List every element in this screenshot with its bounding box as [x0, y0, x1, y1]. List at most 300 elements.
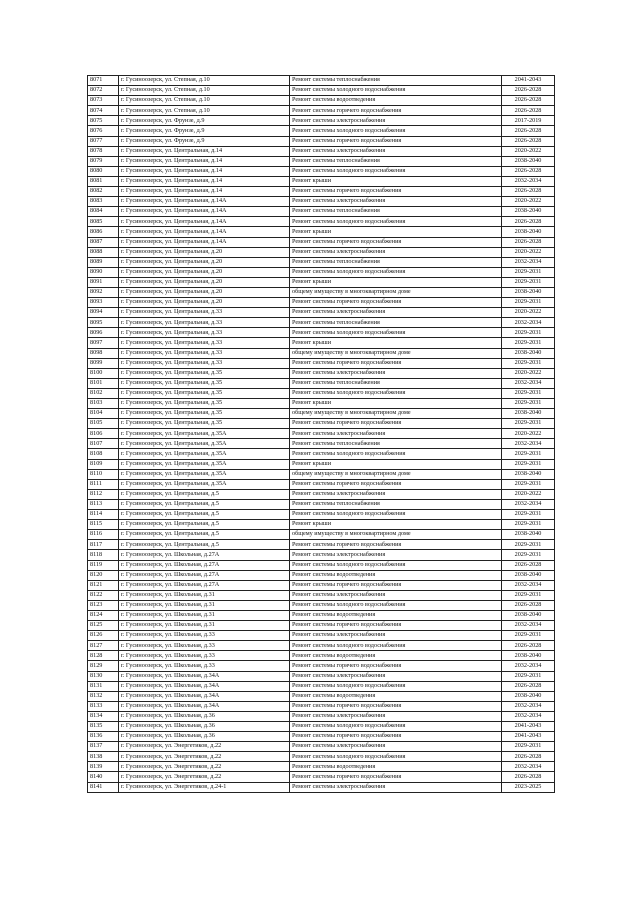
work-type-cell: Ремонт системы горячего водоснабжения: [290, 298, 502, 308]
address-cell: г. Гусиноозерск, ул. Школьная, д.33: [119, 651, 290, 661]
row-number: 8095: [88, 318, 119, 328]
row-number: 8093: [88, 298, 119, 308]
work-type-cell: Ремонт системы электроснабжения: [290, 711, 502, 721]
work-type-cell: Ремонт системы электроснабжения: [290, 146, 502, 156]
work-type-cell: Ремонт системы электроснабжения: [290, 429, 502, 439]
row-number: 8115: [88, 520, 119, 530]
row-number: 8106: [88, 429, 119, 439]
row-number: 8132: [88, 691, 119, 701]
address-cell: г. Гусиноозерск, ул. Центральная, д.5: [119, 489, 290, 499]
address-cell: г. Гусиноозерск, ул. Центральная, д.14: [119, 156, 290, 166]
address-cell: г. Гусиноозерск, ул. Школьная, д.31: [119, 590, 290, 600]
row-number: 8099: [88, 358, 119, 368]
address-cell: г. Гусиноозерск, ул. Фрунзе, д.9: [119, 116, 290, 126]
period-cell: 2029-2031: [502, 298, 555, 308]
address-cell: г. Гусиноозерск, ул. Школьная, д.36: [119, 732, 290, 742]
row-number: 8136: [88, 732, 119, 742]
table-row: [88, 156, 555, 166]
address-cell: г. Гусиноозерск, ул. Центральная, д.20: [119, 277, 290, 287]
period-cell: 2032-2034: [502, 580, 555, 590]
period-cell: 2032-2034: [502, 439, 555, 449]
table-row: [88, 409, 555, 419]
repair-schedule-table: [87, 75, 555, 793]
work-type-cell: Ремонт системы теплоснабжения: [290, 207, 502, 217]
period-cell: 2032-2034: [502, 661, 555, 671]
period-cell: 2020-2022: [502, 489, 555, 499]
period-cell: 2029-2031: [502, 479, 555, 489]
table-row: [88, 399, 555, 409]
address-cell: г. Гусиноозерск, ул. Энергетиков, д.22: [119, 762, 290, 772]
work-type-cell: Ремонт крыши: [290, 227, 502, 237]
period-cell: 2026-2028: [502, 560, 555, 570]
row-number: 8102: [88, 388, 119, 398]
address-cell: г. Гусиноозерск, ул. Школьная, д.31: [119, 610, 290, 620]
work-type-cell: Ремонт системы электроснабжения: [290, 590, 502, 600]
period-cell: 2026-2028: [502, 106, 555, 116]
table-body: [88, 76, 555, 793]
address-cell: г. Гусиноозерск, ул. Центральная, д.5: [119, 530, 290, 540]
table-row: [88, 328, 555, 338]
row-number: 8091: [88, 277, 119, 287]
work-type-cell: Ремонт системы холодного водоснабжения: [290, 449, 502, 459]
work-type-cell: Ремонт системы водоотведения: [290, 762, 502, 772]
row-number: 8127: [88, 641, 119, 651]
work-type-cell: Ремонт крыши: [290, 459, 502, 469]
address-cell: г. Гусиноозерск, ул. Фрунзе, д.9: [119, 136, 290, 146]
address-cell: г. Гусиноозерск, ул. Школьная, д.33: [119, 641, 290, 651]
row-number: 8128: [88, 651, 119, 661]
row-number: 8120: [88, 570, 119, 580]
work-type-cell: общему имуществу в многоквартирном доме: [290, 469, 502, 479]
address-cell: г. Гусиноозерск, ул. Центральная, д.33: [119, 348, 290, 358]
period-cell: 2038-2040: [502, 610, 555, 620]
work-type-cell: Ремонт крыши: [290, 399, 502, 409]
row-number: 8130: [88, 671, 119, 681]
work-type-cell: Ремонт системы горячего водоснабжения: [290, 187, 502, 197]
table-row: [88, 590, 555, 600]
table-row: [88, 146, 555, 156]
table-row: [88, 308, 555, 318]
row-number: 8077: [88, 136, 119, 146]
period-cell: 2038-2040: [502, 227, 555, 237]
row-number: 8082: [88, 187, 119, 197]
address-cell: г. Гусиноозерск, ул. Центральная, д.20: [119, 298, 290, 308]
table-row: [88, 267, 555, 277]
address-cell: г. Гусиноозерск, ул. Энергетиков, д.22: [119, 772, 290, 782]
period-cell: 2029-2031: [502, 459, 555, 469]
period-cell: 2029-2031: [502, 520, 555, 530]
table-row: [88, 520, 555, 530]
address-cell: г. Гусиноозерск, ул. Центральная, д.14А: [119, 207, 290, 217]
address-cell: г. Гусиноозерск, ул. Центральная, д.33: [119, 338, 290, 348]
period-cell: 2026-2028: [502, 126, 555, 136]
table-row: [88, 338, 555, 348]
table-row: [88, 550, 555, 560]
table-row: [88, 762, 555, 772]
work-type-cell: Ремонт системы холодного водоснабжения: [290, 388, 502, 398]
period-cell: 2038-2040: [502, 691, 555, 701]
address-cell: г. Гусиноозерск, ул. Степная, д.10: [119, 96, 290, 106]
table-row: [88, 76, 555, 86]
address-cell: г. Гусиноозерск, ул. Центральная, д.35А: [119, 459, 290, 469]
work-type-cell: Ремонт системы холодного водоснабжения: [290, 600, 502, 610]
address-cell: г. Гусиноозерск, ул. Школьная, д.34А: [119, 681, 290, 691]
work-type-cell: Ремонт системы электроснабжения: [290, 197, 502, 207]
period-cell: 2026-2028: [502, 600, 555, 610]
period-cell: 2032-2034: [502, 762, 555, 772]
period-cell: 2029-2031: [502, 550, 555, 560]
address-cell: г. Гусиноозерск, ул. Центральная, д.33: [119, 328, 290, 338]
row-number: 8123: [88, 600, 119, 610]
work-type-cell: Ремонт системы водоотведения: [290, 610, 502, 620]
row-number: 8134: [88, 711, 119, 721]
period-cell: 2026-2028: [502, 217, 555, 227]
period-cell: 2029-2031: [502, 590, 555, 600]
period-cell: 2026-2028: [502, 772, 555, 782]
period-cell: 2032-2034: [502, 318, 555, 328]
row-number: 8084: [88, 207, 119, 217]
row-number: 8098: [88, 348, 119, 358]
work-type-cell: Ремонт системы теплоснабжения: [290, 318, 502, 328]
address-cell: г. Гусиноозерск, ул. Школьная, д.27А: [119, 570, 290, 580]
row-number: 8104: [88, 409, 119, 419]
period-cell: 2038-2040: [502, 651, 555, 661]
period-cell: 2026-2028: [502, 641, 555, 651]
table-row: [88, 499, 555, 509]
row-number: 8135: [88, 722, 119, 732]
row-number: 8124: [88, 610, 119, 620]
row-number: 8079: [88, 156, 119, 166]
table-row: [88, 631, 555, 641]
period-cell: 2029-2031: [502, 540, 555, 550]
period-cell: 2029-2031: [502, 742, 555, 752]
period-cell: 2041-2043: [502, 76, 555, 86]
row-number: 8125: [88, 621, 119, 631]
work-type-cell: Ремонт системы теплоснабжения: [290, 378, 502, 388]
table-row: [88, 489, 555, 499]
table-row: [88, 610, 555, 620]
period-cell: 2032-2034: [502, 378, 555, 388]
period-cell: 2032-2034: [502, 257, 555, 267]
period-cell: 2029-2031: [502, 277, 555, 287]
work-type-cell: Ремонт крыши: [290, 176, 502, 186]
work-type-cell: Ремонт крыши: [290, 338, 502, 348]
table-row: [88, 560, 555, 570]
work-type-cell: Ремонт системы водоотведения: [290, 570, 502, 580]
work-type-cell: Ремонт крыши: [290, 520, 502, 530]
address-cell: г. Гусиноозерск, ул. Центральная, д.35: [119, 419, 290, 429]
address-cell: г. Гусиноозерск, ул. Энергетиков, д.22: [119, 742, 290, 752]
row-number: 8111: [88, 479, 119, 489]
address-cell: г. Гусиноозерск, ул. Школьная, д.27А: [119, 560, 290, 570]
row-number: 8108: [88, 449, 119, 459]
table-row: [88, 540, 555, 550]
work-type-cell: Ремонт системы горячего водоснабжения: [290, 106, 502, 116]
work-type-cell: Ремонт системы теплоснабжения: [290, 257, 502, 267]
table-row: [88, 439, 555, 449]
address-cell: г. Гусиноозерск, ул. Центральная, д.5: [119, 540, 290, 550]
table-row: [88, 621, 555, 631]
address-cell: г. Гусиноозерск, ул. Центральная, д.35: [119, 409, 290, 419]
work-type-cell: Ремонт системы водоотведения: [290, 651, 502, 661]
address-cell: г. Гусиноозерск, ул. Центральная, д.33: [119, 358, 290, 368]
table-row: [88, 701, 555, 711]
period-cell: 2020-2022: [502, 429, 555, 439]
address-cell: г. Гусиноозерск, ул. Школьная, д.27А: [119, 550, 290, 560]
address-cell: г. Гусиноозерск, ул. Центральная, д.14: [119, 166, 290, 176]
period-cell: 2029-2031: [502, 358, 555, 368]
row-number: 8105: [88, 419, 119, 429]
period-cell: 2026-2028: [502, 187, 555, 197]
row-number: 8078: [88, 146, 119, 156]
address-cell: г. Гусиноозерск, ул. Энергетиков, д.22: [119, 752, 290, 762]
work-type-cell: Ремонт системы горячего водоснабжения: [290, 358, 502, 368]
period-cell: 2041-2043: [502, 722, 555, 732]
row-number: 8087: [88, 237, 119, 247]
work-type-cell: Ремонт системы электроснабжения: [290, 671, 502, 681]
work-type-cell: Ремонт системы горячего водоснабжения: [290, 701, 502, 711]
work-type-cell: Ремонт системы электроснабжения: [290, 782, 502, 792]
address-cell: г. Гусиноозерск, ул. Школьная, д.34А: [119, 701, 290, 711]
address-cell: г. Гусиноозерск, ул. Центральная, д.35: [119, 368, 290, 378]
work-type-cell: Ремонт системы водоотведения: [290, 691, 502, 701]
period-cell: 2038-2040: [502, 287, 555, 297]
row-number: 8071: [88, 76, 119, 86]
address-cell: г. Гусиноозерск, ул. Центральная, д.14А: [119, 197, 290, 207]
row-number: 8088: [88, 247, 119, 257]
row-number: 8100: [88, 368, 119, 378]
table-row: [88, 106, 555, 116]
period-cell: 2032-2034: [502, 701, 555, 711]
work-type-cell: Ремонт системы горячего водоснабжения: [290, 540, 502, 550]
table-row: [88, 469, 555, 479]
row-number: 8097: [88, 338, 119, 348]
row-number: 8119: [88, 560, 119, 570]
row-number: 8075: [88, 116, 119, 126]
row-number: 8129: [88, 661, 119, 671]
table-row: [88, 641, 555, 651]
table-row: [88, 247, 555, 257]
work-type-cell: Ремонт системы горячего водоснабжения: [290, 419, 502, 429]
row-number: 8085: [88, 217, 119, 227]
address-cell: г. Гусиноозерск, ул. Центральная, д.20: [119, 257, 290, 267]
period-cell: 2020-2022: [502, 146, 555, 156]
table-row: [88, 722, 555, 732]
table-row: [88, 661, 555, 671]
row-number: 8117: [88, 540, 119, 550]
period-cell: 2029-2031: [502, 449, 555, 459]
period-cell: 2029-2031: [502, 419, 555, 429]
work-type-cell: Ремонт системы горячего водоснабжения: [290, 237, 502, 247]
table-row: [88, 681, 555, 691]
table-row: [88, 419, 555, 429]
table-row: [88, 388, 555, 398]
work-type-cell: Ремонт системы электроснабжения: [290, 116, 502, 126]
row-number: 8081: [88, 176, 119, 186]
address-cell: г. Гусиноозерск, ул. Школьная, д.34А: [119, 691, 290, 701]
table-row: [88, 136, 555, 146]
work-type-cell: Ремонт системы электроснабжения: [290, 247, 502, 257]
table-row: [88, 187, 555, 197]
work-type-cell: Ремонт системы горячего водоснабжения: [290, 479, 502, 489]
work-type-cell: Ремонт системы холодного водоснабжения: [290, 126, 502, 136]
work-type-cell: Ремонт системы электроснабжения: [290, 742, 502, 752]
period-cell: 2023-2025: [502, 782, 555, 792]
work-type-cell: общему имуществу в многоквартирном доме: [290, 530, 502, 540]
address-cell: г. Гусиноозерск, ул. Центральная, д.35А: [119, 469, 290, 479]
table-row: [88, 691, 555, 701]
table-row: [88, 510, 555, 520]
work-type-cell: Ремонт системы холодного водоснабжения: [290, 722, 502, 732]
table-row: [88, 752, 555, 762]
table-row: [88, 176, 555, 186]
row-number: 8094: [88, 308, 119, 318]
work-type-cell: Ремонт системы электроснабжения: [290, 631, 502, 641]
table-row: [88, 429, 555, 439]
period-cell: 2038-2040: [502, 409, 555, 419]
row-number: 8137: [88, 742, 119, 752]
address-cell: г. Гусиноозерск, ул. Центральная, д.14А: [119, 237, 290, 247]
work-type-cell: Ремонт системы холодного водоснабжения: [290, 217, 502, 227]
row-number: 8114: [88, 510, 119, 520]
period-cell: 2038-2040: [502, 207, 555, 217]
row-number: 8141: [88, 782, 119, 792]
address-cell: г. Гусиноозерск, ул. Центральная, д.33: [119, 308, 290, 318]
table-row: [88, 318, 555, 328]
work-type-cell: Ремонт системы электроснабжения: [290, 489, 502, 499]
period-cell: 2029-2031: [502, 388, 555, 398]
table-row: [88, 651, 555, 661]
work-type-cell: Ремонт крыши: [290, 277, 502, 287]
address-cell: г. Гусиноозерск, ул. Центральная, д.5: [119, 510, 290, 520]
table-row: [88, 711, 555, 721]
table-row: [88, 227, 555, 237]
table-row: [88, 358, 555, 368]
period-cell: 2026-2028: [502, 96, 555, 106]
address-cell: г. Гусиноозерск, ул. Центральная, д.20: [119, 287, 290, 297]
table-row: [88, 742, 555, 752]
address-cell: г. Гусиноозерск, ул. Школьная, д.27А: [119, 580, 290, 590]
period-cell: 2032-2034: [502, 176, 555, 186]
row-number: 8116: [88, 530, 119, 540]
table-row: [88, 287, 555, 297]
table-row: [88, 166, 555, 176]
address-cell: г. Гусиноозерск, ул. Степная, д.10: [119, 76, 290, 86]
row-number: 8103: [88, 399, 119, 409]
table-row: [88, 782, 555, 792]
period-cell: 2026-2028: [502, 681, 555, 691]
period-cell: 2020-2022: [502, 308, 555, 318]
period-cell: 2020-2022: [502, 197, 555, 207]
row-number: 8133: [88, 701, 119, 711]
work-type-cell: Ремонт системы холодного водоснабжения: [290, 86, 502, 96]
table-row: [88, 86, 555, 96]
work-type-cell: общему имуществу в многоквартирном доме: [290, 409, 502, 419]
work-type-cell: Ремонт системы холодного водоснабжения: [290, 267, 502, 277]
period-cell: 2032-2034: [502, 621, 555, 631]
work-type-cell: Ремонт системы теплоснабжения: [290, 439, 502, 449]
period-cell: 2029-2031: [502, 267, 555, 277]
table-row: [88, 732, 555, 742]
address-cell: г. Гусиноозерск, ул. Центральная, д.14А: [119, 227, 290, 237]
work-type-cell: Ремонт системы горячего водоснабжения: [290, 136, 502, 146]
period-cell: 2029-2031: [502, 338, 555, 348]
row-number: 8083: [88, 197, 119, 207]
address-cell: г. Гусиноозерск, ул. Школьная, д.36: [119, 711, 290, 721]
address-cell: г. Гусиноозерск, ул. Школьная, д.34А: [119, 671, 290, 681]
table-row: [88, 197, 555, 207]
row-number: 8096: [88, 328, 119, 338]
work-type-cell: Ремонт системы водоотведения: [290, 96, 502, 106]
period-cell: 2038-2040: [502, 469, 555, 479]
table-row: [88, 570, 555, 580]
table-row: [88, 530, 555, 540]
table-row: [88, 96, 555, 106]
row-number: 8140: [88, 772, 119, 782]
period-cell: 2038-2040: [502, 348, 555, 358]
period-cell: 2020-2022: [502, 368, 555, 378]
address-cell: г. Гусиноозерск, ул. Центральная, д.20: [119, 267, 290, 277]
period-cell: 2026-2028: [502, 237, 555, 247]
row-number: 8110: [88, 469, 119, 479]
period-cell: 2026-2028: [502, 752, 555, 762]
period-cell: 2029-2031: [502, 328, 555, 338]
row-number: 8118: [88, 550, 119, 560]
table-row: [88, 277, 555, 287]
row-number: 8076: [88, 126, 119, 136]
row-number: 8139: [88, 762, 119, 772]
address-cell: г. Гусиноозерск, ул. Центральная, д.35А: [119, 449, 290, 459]
work-type-cell: Ремонт системы горячего водоснабжения: [290, 661, 502, 671]
table-row: [88, 368, 555, 378]
period-cell: 2041-2043: [502, 732, 555, 742]
table-row: [88, 126, 555, 136]
work-type-cell: Ремонт системы теплоснабжения: [290, 156, 502, 166]
table-row: [88, 449, 555, 459]
table-row: [88, 378, 555, 388]
row-number: 8121: [88, 580, 119, 590]
period-cell: 2026-2028: [502, 86, 555, 96]
work-type-cell: общему имуществу в многоквартирном доме: [290, 348, 502, 358]
table-row: [88, 479, 555, 489]
address-cell: г. Гусиноозерск, ул. Центральная, д.35А: [119, 429, 290, 439]
address-cell: г. Гусиноозерск, ул. Центральная, д.14: [119, 146, 290, 156]
work-type-cell: Ремонт системы электроснабжения: [290, 550, 502, 560]
period-cell: 2029-2031: [502, 671, 555, 681]
period-cell: 2017-2019: [502, 116, 555, 126]
table-row: [88, 298, 555, 308]
table-row: [88, 772, 555, 782]
period-cell: 2038-2040: [502, 156, 555, 166]
work-type-cell: Ремонт системы холодного водоснабжения: [290, 328, 502, 338]
row-number: 8090: [88, 267, 119, 277]
address-cell: г. Гусиноозерск, ул. Школьная, д.33: [119, 661, 290, 671]
address-cell: г. Гусиноозерск, ул. Энергетиков, д.24-1: [119, 782, 290, 792]
period-cell: 2038-2040: [502, 530, 555, 540]
row-number: 8126: [88, 631, 119, 641]
period-cell: 2020-2022: [502, 247, 555, 257]
address-cell: г. Гусиноозерск, ул. Центральная, д.5: [119, 520, 290, 530]
row-number: 8107: [88, 439, 119, 449]
row-number: 8101: [88, 378, 119, 388]
table-row: [88, 217, 555, 227]
work-type-cell: Ремонт системы горячего водоснабжения: [290, 621, 502, 631]
row-number: 8112: [88, 489, 119, 499]
table-row: [88, 116, 555, 126]
work-type-cell: Ремонт системы горячего водоснабжения: [290, 580, 502, 590]
table-row: [88, 459, 555, 469]
work-type-cell: Ремонт системы электроснабжения: [290, 368, 502, 378]
